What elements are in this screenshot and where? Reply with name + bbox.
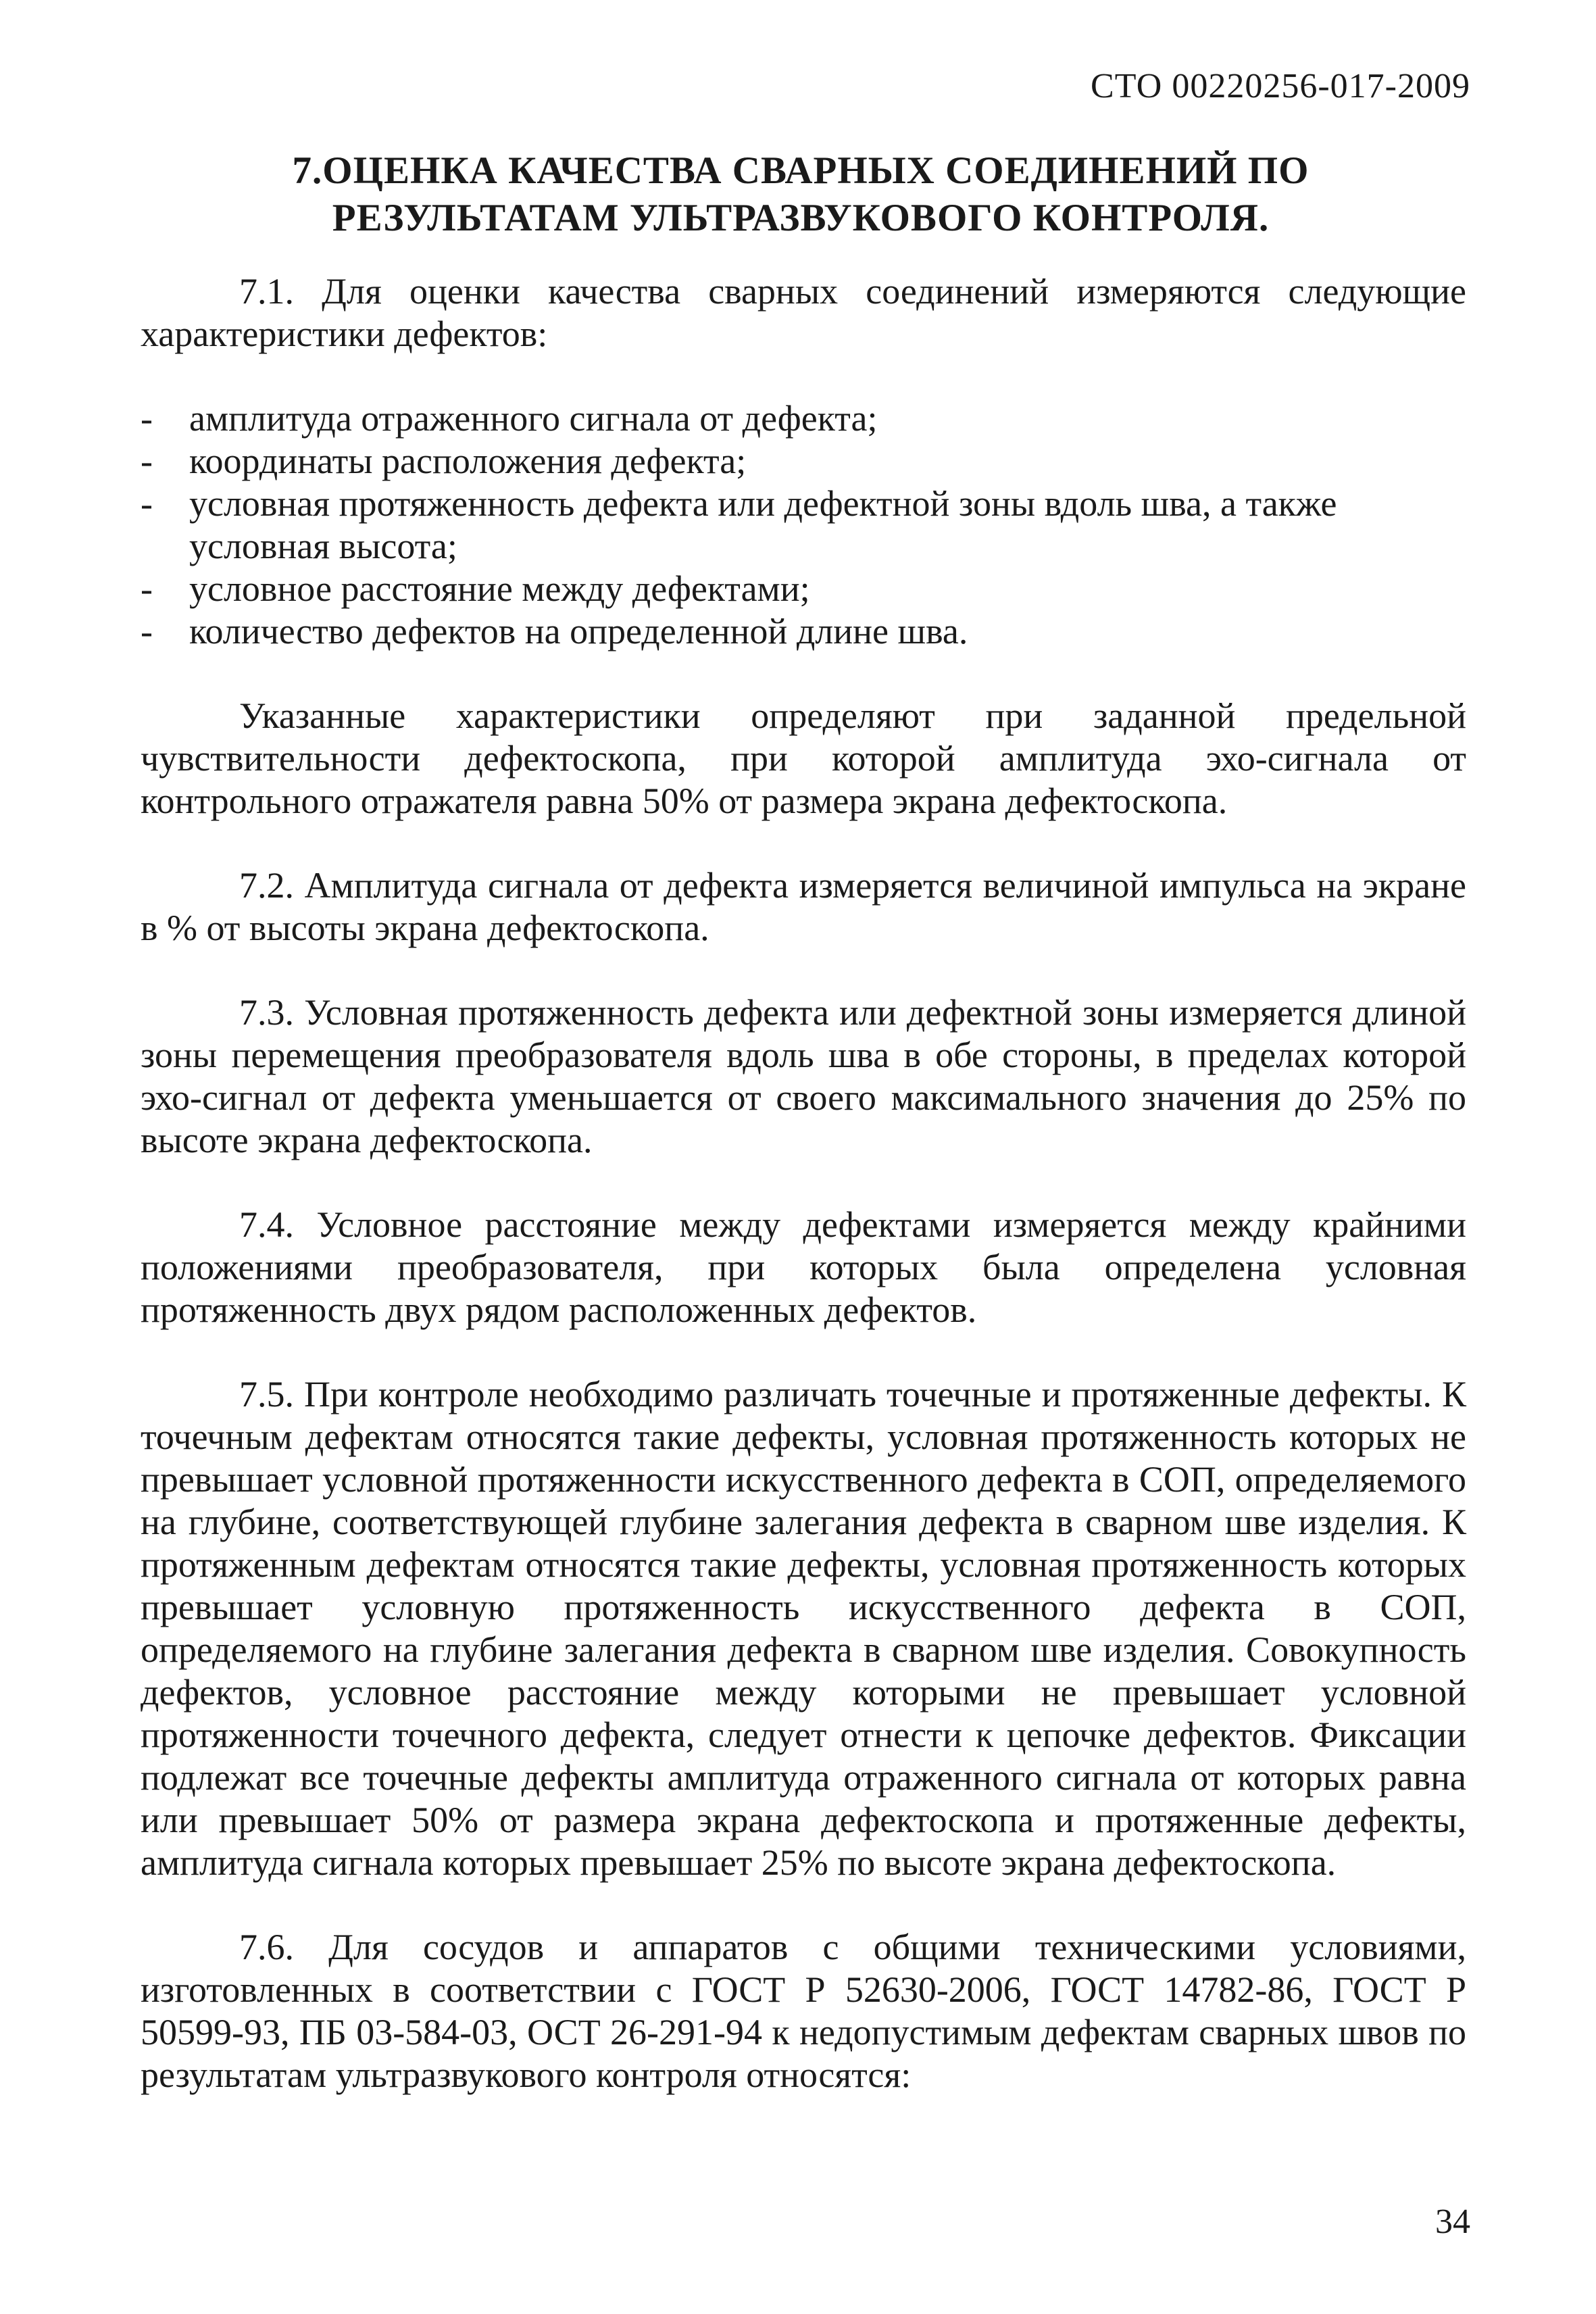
list-item-text: условная протяженность дефекта или дефектной зоны вдоль шва, а также условная высота; [189,483,1337,566]
section-title [135,147,1466,242]
page-number: 34 [1435,2202,1470,2241]
list-item [141,568,1466,610]
paragraph-7-5: 7.5. При контроле необходимо различать точечные и протяженные дефекты. К точечным дефектам относятся такие дефекты, условная протяженность которых не превышает условной протяженности искусственного дефекта в СОП, определяемого на глубине, соответствующей глубине залегания дефекта в сварном шве изделия. К протяженным дефектам относятся такие дефекты, условная протяженность которых превышает условную протяженность искусственного дефекта в СОП, определяемого на глубине залегания дефекта в сварном шве изделия. Совокупность дефектов, условное расстояние между которыми не превышает условной протяженности точечного дефекта, следует отнести к цепочке дефектов. Фиксации подлежат все точечные дефекты амплитуда отраженного сигнала от которых равна или превышает 50% от размера экрана дефектоскопа и протяженные дефекты, амплитуда сигнала которых превышает 25% по высоте экрана дефектоскопа. [141,1374,1466,1883]
paragraph-7-1: 7.1. Для оценки качества сварных соединений измеряются следующие характеристики дефектов: [141,271,1466,354]
paragraph-7-3: 7.3. Условная протяженность дефекта или дефектной зоны измеряется длиной зоны перемещения преобразователя вдоль шва в обе стороны, в пределах которой эхо-сигнал от дефекта уменьшается от своего максимального значения до 25% по высоте экрана дефектоскопа. [141,992,1466,1160]
list-item [141,397,1466,440]
paragraph-7-6: 7.6. Для сосудов и аппаратов с общими техническими условиями, изготовленных в соответствии с ГОСТ Р 52630-2006, ГОСТ 14782-86, ГОСТ Р 50599-93, ПБ 03-584-03, ОСТ 26-291-94 к недопустимым дефектам сварных швов по результатам ультразвукового контроля относятся: [141,1927,1466,2095]
list-dash-marker: - [141,441,153,481]
list-item-text: количество дефектов на определенной длине шва. [189,611,968,651]
list-item-text: амплитуда отраженного сигнала от дефекта; [189,398,878,439]
paragraph-indicated-characteristics: Указанные характеристики определяют при заданной предельной чувствительности дефектоскопа, при которой амплитуда эхо-сигнала от контрольного отражателя равна 50% от размера экрана дефектоскопа. [141,695,1466,821]
paragraph-7-2: 7.2. Амплитуда сигнала от дефекта измеряется величиной импульса на экране в % от высоты экрана дефектоскопа. [141,865,1466,948]
list-dash-marker: - [141,483,153,524]
paragraph-7-4: 7.4. Условное расстояние между дефектами измеряется между крайними положениями преобразователя, при которых была определена условная протяженность двух рядом расположенных дефектов. [141,1204,1466,1330]
list-item [141,483,1466,568]
section-title-line-1: 7.ОЦЕНКА КАЧЕСТВА СВАРНЫХ СОЕДИНЕНИЙ ПО [292,149,1310,192]
section-title-line-2: РЕЗУЛЬТАТАМ УЛЬТРАЗВУКОВОГО КОНТРОЛЯ. [332,197,1270,239]
list-item [141,440,1466,483]
list-item-text: условное расстояние между дефектами; [189,568,810,609]
list-dash-marker: - [141,611,153,651]
list-dash-marker: - [141,568,153,609]
defect-characteristics-list [141,397,1466,653]
document-body [141,270,1466,2138]
list-item [141,610,1466,653]
list-dash-marker: - [141,398,153,439]
list-item-text: координаты расположения дефекта; [189,441,747,481]
document-code: СТО 00220256-017-2009 [1091,67,1470,105]
